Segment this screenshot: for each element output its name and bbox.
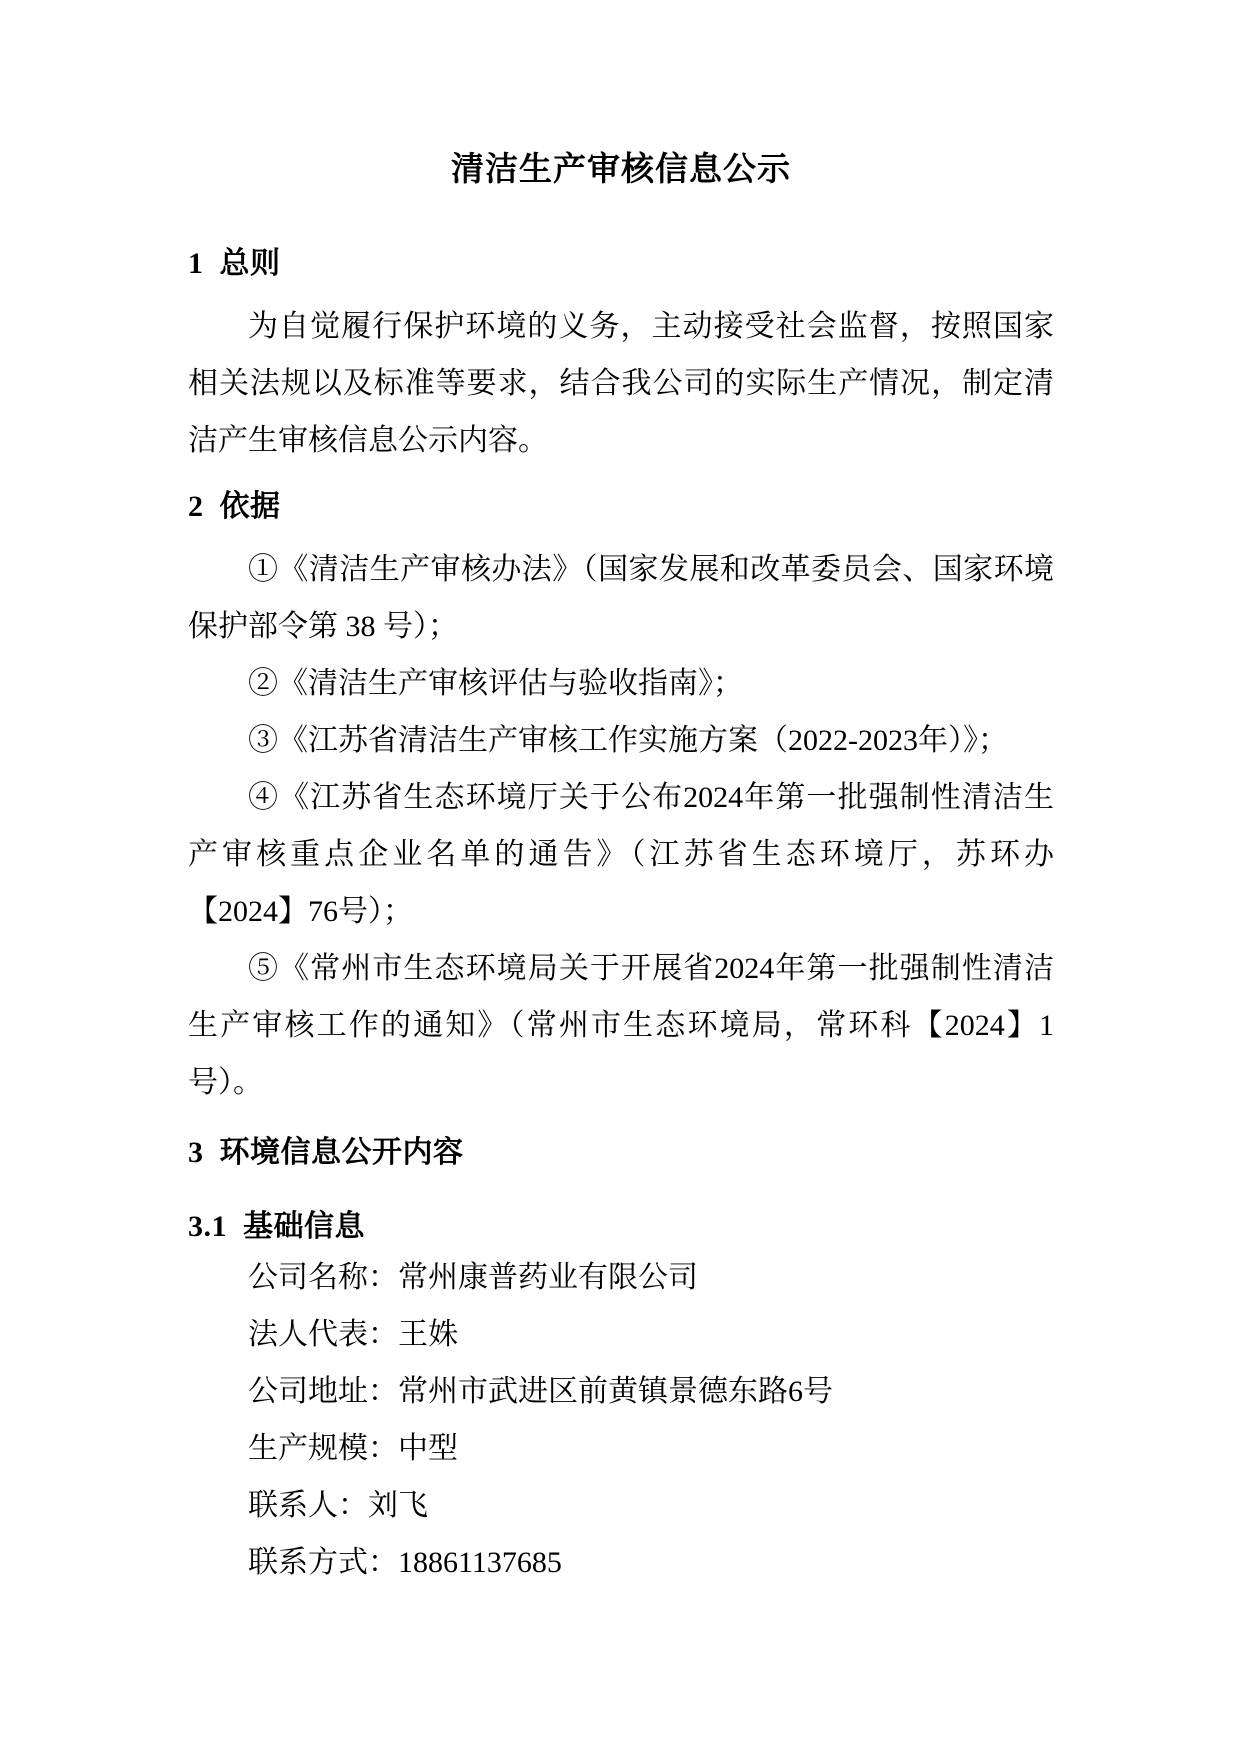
document-title: 清洁生产审核信息公示 [451, 152, 791, 188]
paragraph-general-rules: 为自觉履行保护环境的义务，主动接受社会监督，按照国家相关法规以及标准等要求，结合我公司的实际生产情况，制定清洁产生审核信息公示内容。 [188, 310, 1054, 457]
section-basis [188, 485, 1054, 1111]
company-name-line: 公司名称：常州康普药业有限公司 [248, 1261, 698, 1294]
section-2-title: 依据 [219, 490, 281, 523]
section-2-heading [188, 485, 1054, 529]
section-basic-info [188, 1205, 1054, 1591]
paragraph-basis-item-2: ②《清洁生产审核评估与验收指南》； [248, 667, 743, 700]
paragraph-basis-item-4: ④《江苏省生态环境厅关于公布2024年第一批强制性清洁生产审核重点企业名单的通告》（江苏省生态环境厅，苏环办【2024】76号）； [188, 781, 1054, 928]
section-general-rules [188, 242, 1054, 469]
section-disclosure-content [188, 1131, 1054, 1175]
section-3-1-body [188, 1249, 1054, 1591]
legal-representative-line: 法人代表：王姝 [248, 1318, 458, 1351]
contact-phone-line: 联系方式：18861137685 [248, 1546, 562, 1579]
section-1-number: 1 [188, 247, 204, 280]
section-1-body [188, 298, 1054, 469]
contact-person-line: 联系人：刘飞 [248, 1489, 428, 1522]
section-3-1-title: 基础信息 [243, 1210, 365, 1243]
paragraph-basis-item-3: ③《江苏省清洁生产审核工作实施方案（2022-2023年）》； [248, 724, 1008, 757]
section-1-title: 总则 [219, 247, 281, 280]
section-2-body [188, 541, 1054, 1111]
paragraph-basis-item-5: ⑤《常州市生态环境局关于开展省2024年第一批强制性清洁生产审核工作的通知》（常州市生态环境局，常环科【2024】1号）。 [188, 952, 1054, 1099]
section-3-number: 3 [188, 1136, 204, 1169]
section-2-number: 2 [188, 490, 204, 523]
production-scale-line: 生产规模：中型 [248, 1432, 458, 1465]
section-3-title: 环境信息公开内容 [219, 1136, 464, 1169]
section-3-heading [188, 1131, 1054, 1175]
paragraph-basis-item-1: ①《清洁生产审核办法》（国家发展和改革委员会、国家环境保护部令第 38 号）； [188, 553, 1054, 643]
section-3-1-number: 3.1 [188, 1210, 227, 1243]
section-3-1-heading [188, 1205, 1054, 1249]
company-address-line: 公司地址：常州市武进区前黄镇景德东路6号 [248, 1375, 833, 1408]
section-1-heading [188, 242, 1054, 286]
